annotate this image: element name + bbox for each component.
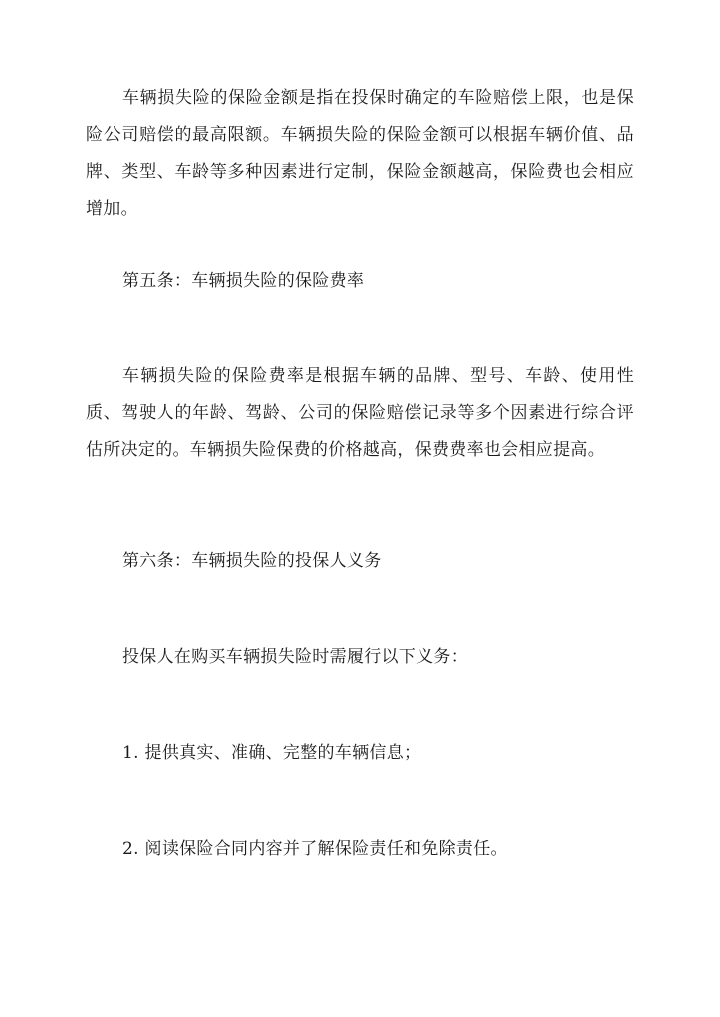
paragraph-obligations-intro: 投保人在购买车辆损失险时需履行以下义务： [122,647,468,667]
obligation-item-2: 2. 阅读保险合同内容并了解保险责任和免除责任。 [122,839,508,859]
paragraph-sum-insured: 车辆损失险的保险金额是指在投保时确定的车险赔偿上限，也是保险公司赔偿的最高限额。车辆损失险的保险金额可以根据车辆价值、品牌、类型、车龄等多种因素进行定制，保险金额越高，保险费也会相应增加。 [86,88,634,219]
heading-article-5: 第五条：车辆损失险的保险费率 [122,271,365,291]
obligation-item-1: 1. 提供真实、准确、完整的车辆信息； [122,743,422,763]
heading-article-6: 第六条：车辆损失险的投保人义务 [122,551,382,571]
paragraph-premium-rate: 车辆损失险的保险费率是根据车辆的品牌、型号、车龄、使用性质、驾驶人的年龄、驾龄、公司的保险赔偿记录等多个因素进行综合评估所决定的。车辆损失险保费的价格越高，保费费率也会相应提高。 [86,366,634,460]
